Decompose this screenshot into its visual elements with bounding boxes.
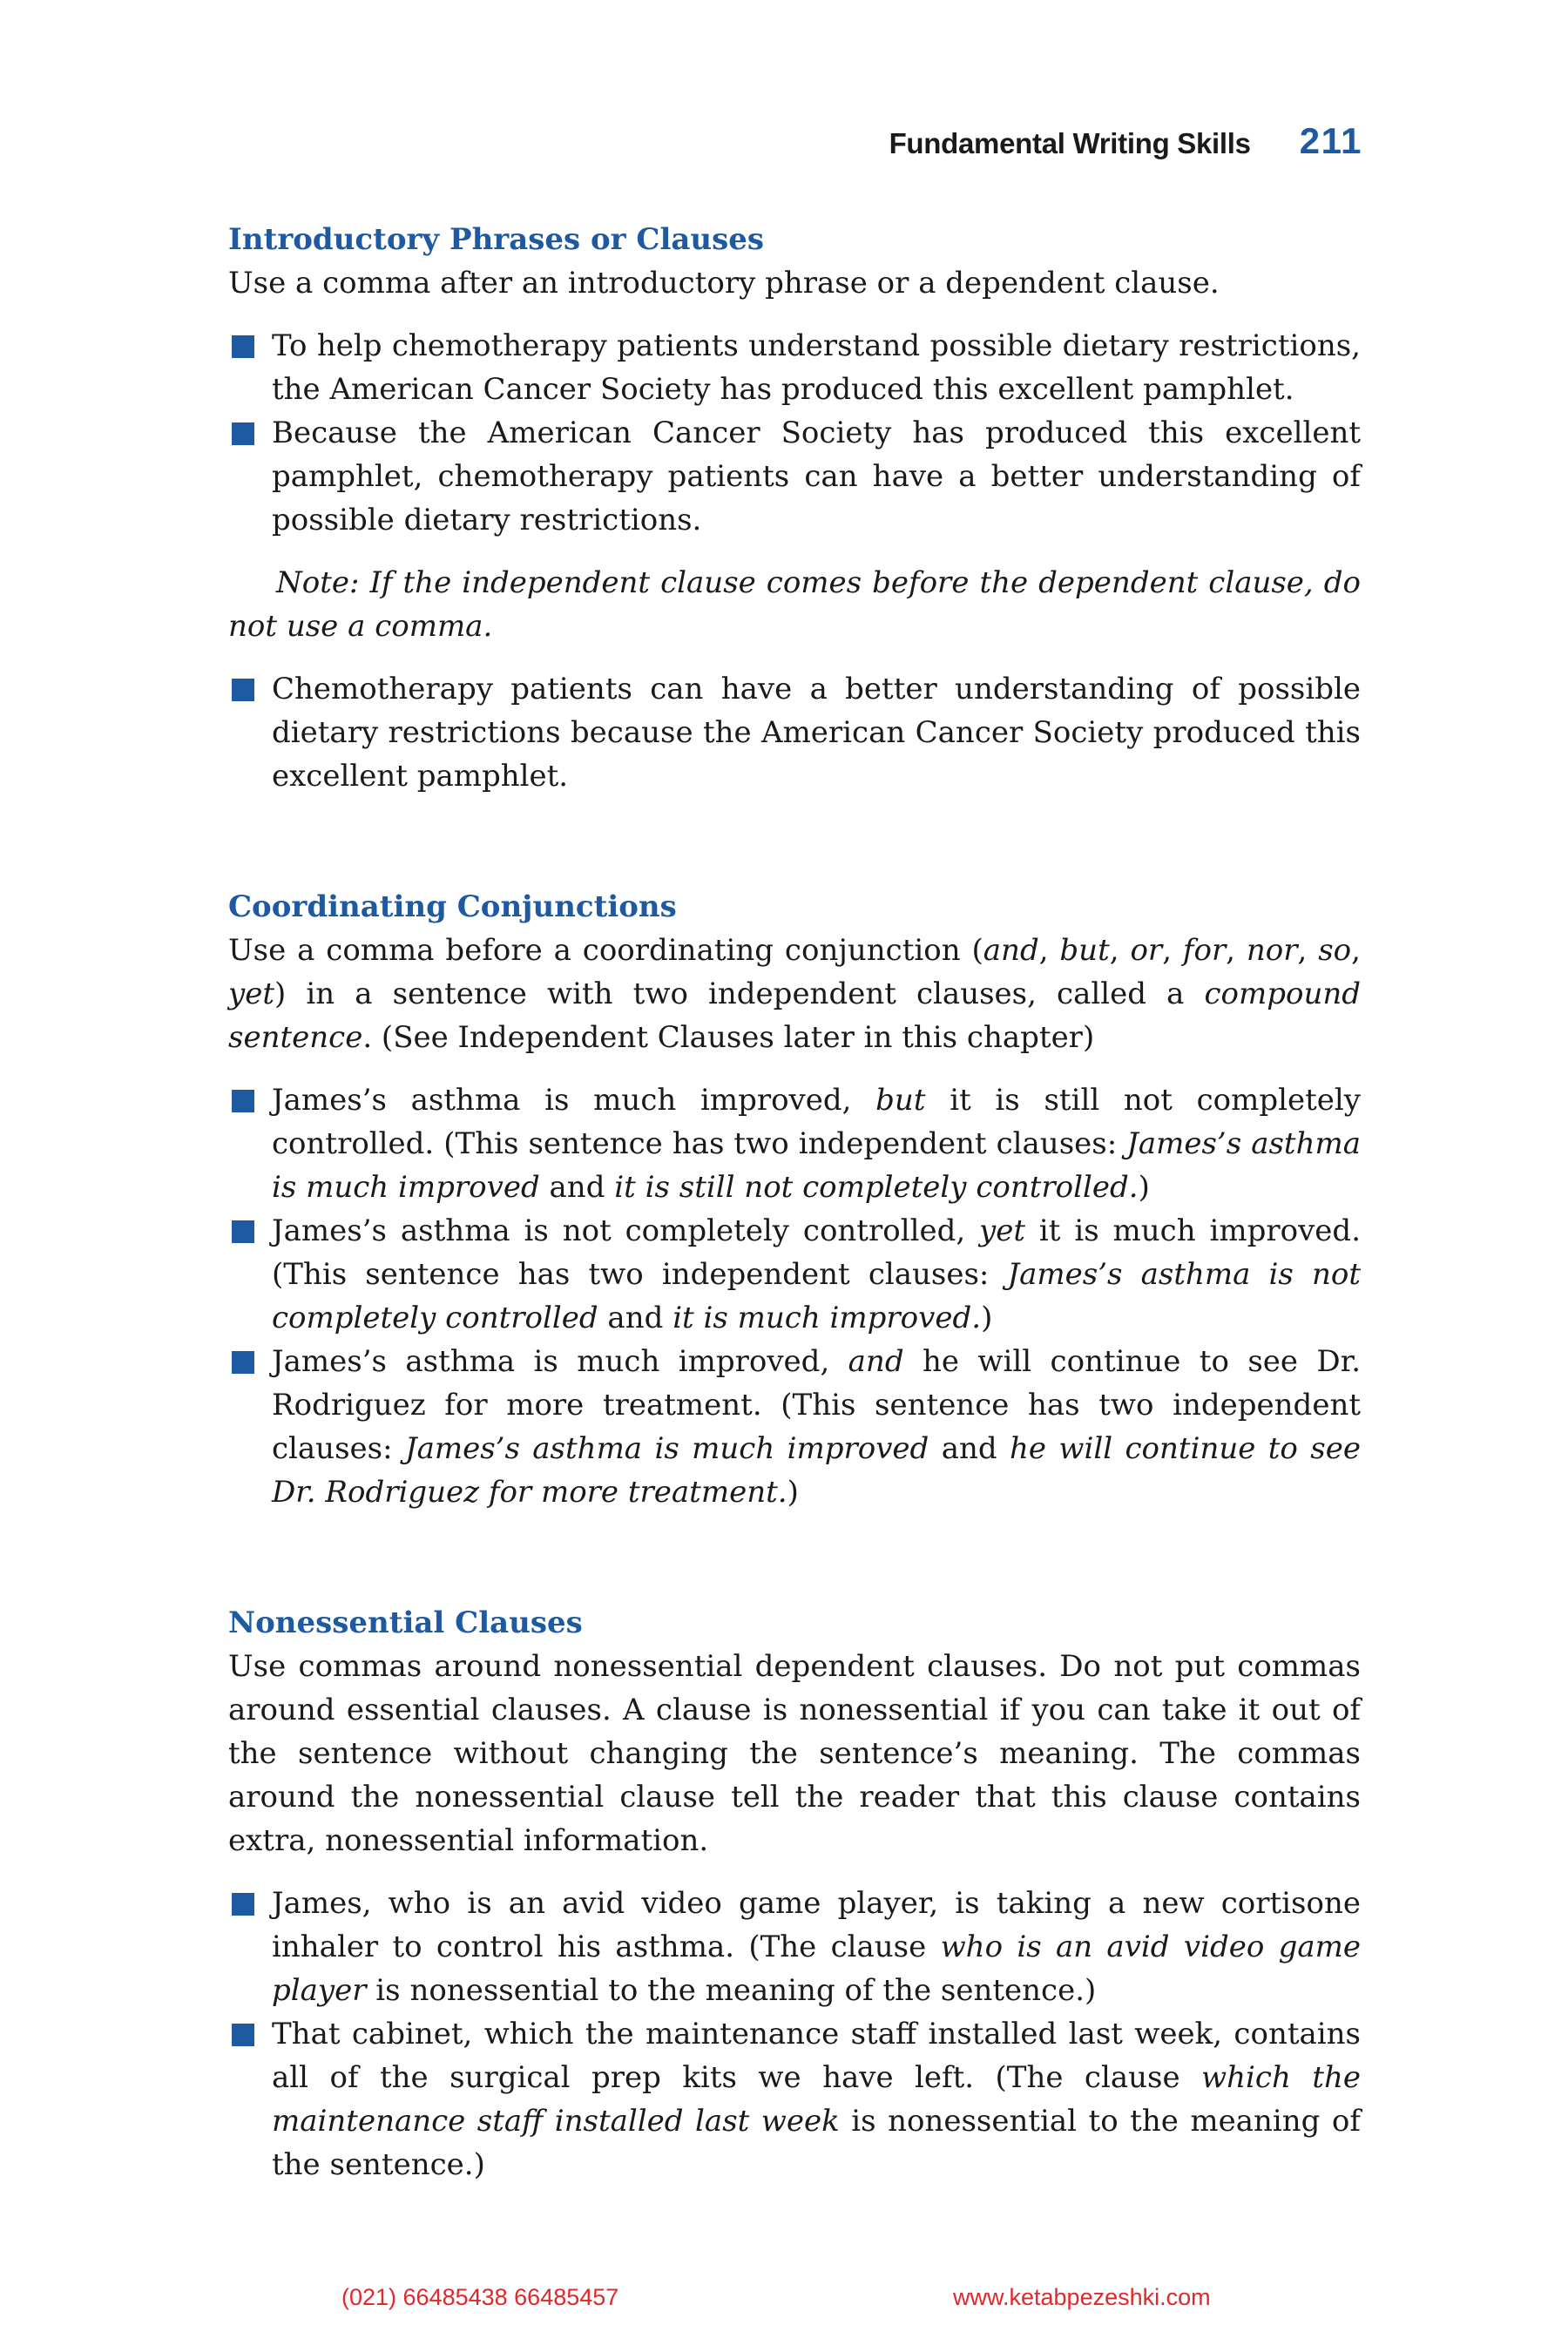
example-item xyxy=(228,1882,1361,2012)
bullet-square-icon xyxy=(232,1220,254,1243)
example-text: To help chemotherapy patients understand possible dietary restrictions, the American Cancer Society has produced this excellent pamphlet. xyxy=(272,328,1361,407)
example-item xyxy=(228,2012,1361,2186)
page-body xyxy=(228,218,1361,2186)
section-nonessential-clauses xyxy=(228,1601,1361,2186)
example-item xyxy=(228,324,1361,411)
section-intro: Use a comma before a coordinating conjunction (and, but, or, for, nor, so, yet) in a sentence with two independent clauses, called a compound sentence. (See Independent Clauses later in this chapter) xyxy=(228,933,1361,1055)
note-text: Note: If the independent clause comes before the dependent clause, do not use a comma. xyxy=(228,565,1361,644)
example-item xyxy=(228,667,1361,798)
footer-website-link[interactable]: www.ketabpezeshki.com xyxy=(953,2284,1211,2310)
example-list xyxy=(228,1078,1361,1514)
example-item xyxy=(228,1209,1361,1340)
example-list xyxy=(228,1882,1361,2186)
bullet-square-icon xyxy=(232,422,254,445)
section-intro: Use a comma after an introductory phrase or a dependent clause. xyxy=(228,266,1220,301)
example-item xyxy=(228,411,1361,542)
running-header xyxy=(889,120,1362,162)
bullet-square-icon xyxy=(232,335,254,358)
example-item xyxy=(228,1078,1361,1209)
example-text: James, who is an avid video game player, is taking a new cortisone inhaler to control his asthma. (The clause who is an avid video game player is nonessential to the meaning of the sentence.) xyxy=(272,1886,1361,2008)
section-intro: Use commas around nonessential dependent clauses. Do not put commas around essential clauses. A clause is nonessential if you can take it out of the sentence without changing the sentence’s meaning. The commas around the nonessential clause tell the reader that this clause contains extra, nonessential information. xyxy=(228,1649,1361,1858)
section-title: Introductory Phrases or Clauses xyxy=(228,222,765,257)
example-text: James’s asthma is much improved, and he will continue to see Dr. Rodriguez for more treatment. (This sentence has two independent clauses: James’s asthma is much improved and he will continue to see Dr. Rodriguez for more treatment.) xyxy=(272,1344,1361,1510)
example-list xyxy=(228,667,1361,798)
section-coordinating-conjunctions xyxy=(228,885,1361,1514)
footer-phone: (021) 66485438 66485457 xyxy=(341,2284,619,2310)
example-text: James’s asthma is much improved, but it is still not completely controlled. (This sentence has two independent clauses: James’s asthma is much improved and it is still not completely controlled.) xyxy=(272,1083,1362,1205)
page-number: 211 xyxy=(1299,120,1362,161)
bullet-square-icon xyxy=(232,679,254,701)
example-list xyxy=(228,324,1361,542)
example-item xyxy=(228,1340,1361,1514)
example-text: James’s asthma is not completely controlled, yet it is much improved. (This sentence has two independent clauses: James’s asthma is not completely controlled and it is much improved.) xyxy=(272,1213,1362,1335)
running-header-title: Fundamental Writing Skills xyxy=(889,127,1251,159)
section-title: Coordinating Conjunctions xyxy=(228,889,677,924)
example-text: Because the American Cancer Society has produced this excellent pamphlet, chemotherapy patients can have a better understanding of possible dietary restrictions. xyxy=(272,416,1361,537)
example-text: Chemotherapy patients can have a better understanding of possible dietary restrictions because the American Cancer Society produced this excellent pamphlet. xyxy=(272,672,1361,794)
bullet-square-icon xyxy=(232,2024,254,2046)
bullet-square-icon xyxy=(232,1090,254,1112)
section-introductory-phrases xyxy=(228,218,1361,798)
bullet-square-icon xyxy=(232,1351,254,1374)
bullet-square-icon xyxy=(232,1893,254,1916)
section-title: Nonessential Clauses xyxy=(228,1605,583,1640)
example-text: That cabinet, which the maintenance staff installed last week, contains all of the surgical prep kits we have left. (The clause which the maintenance staff installed last week is nonessential to the meaning of the sentence.) xyxy=(272,2017,1361,2182)
